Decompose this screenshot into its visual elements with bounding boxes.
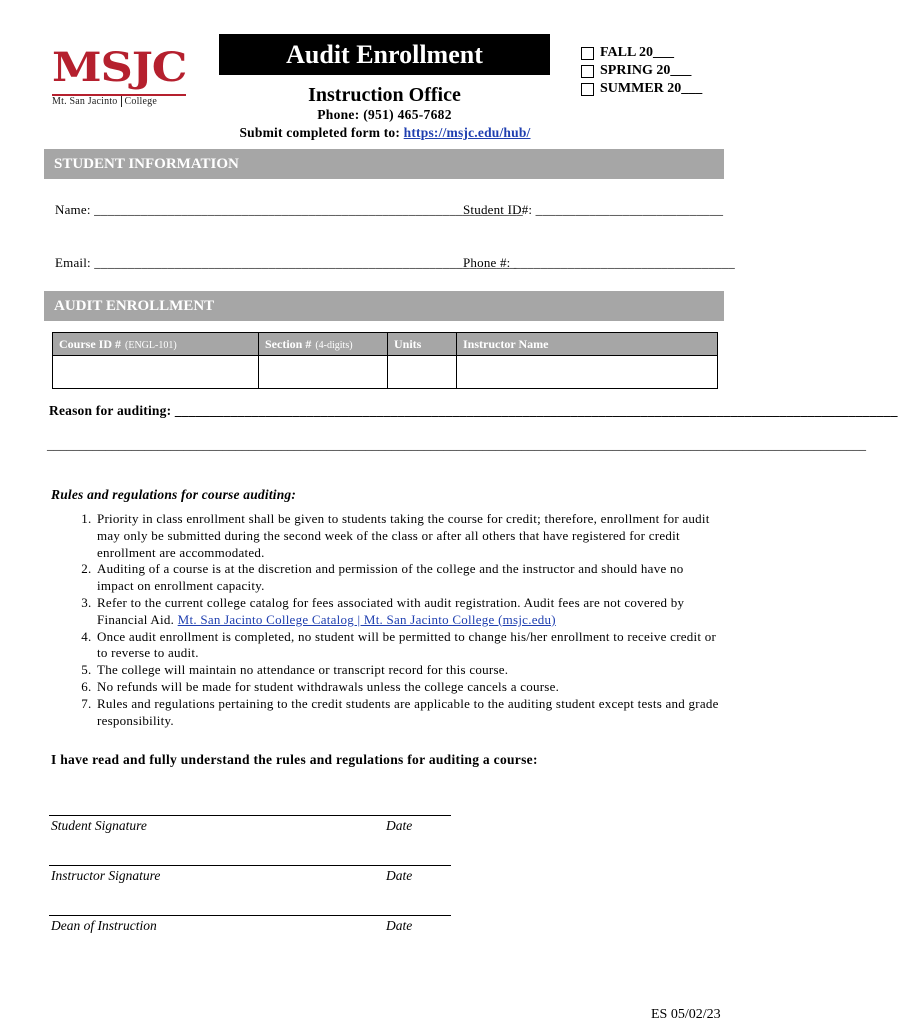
logo-subtitle xyxy=(52,96,157,107)
rule-item: 7. Rules and regulations pertaining to the credit students are applicable to the auditing student except tests and grade responsibility. xyxy=(95,696,723,730)
course-table xyxy=(52,332,718,389)
acknowledgment: I have read and fully understand the rules and regulations for auditing a course: xyxy=(51,752,538,767)
office-phone: Phone: (951) 465-7682 xyxy=(317,107,452,122)
rule-item: 4. Once audit enrollment is completed, no student will be permitted to change his/her enrollment to receive credit or to reverse to audit. xyxy=(95,629,723,663)
logo-subtitle-left: Mt. San Jacinto xyxy=(52,96,118,107)
catalog-link[interactable]: Mt. San Jacinto College Catalog | Mt. San Jacinto College (msjc.edu) xyxy=(177,611,556,627)
fall-checkbox[interactable] xyxy=(581,47,594,60)
rule-item xyxy=(95,595,723,629)
form-version: ES 05/02/23 xyxy=(651,1007,721,1022)
rule-item: 6. No refunds will be made for student withdrawals unless the college cancels a course. xyxy=(95,679,723,696)
dean-signature-line[interactable] xyxy=(49,915,451,916)
email-field[interactable]: Email: _______________________________________________________________ xyxy=(55,255,517,270)
col-course-id-hint: (ENGL-101) xyxy=(125,339,177,351)
units-cell[interactable] xyxy=(388,356,457,389)
phone-field[interactable]: Phone #: _________________________________ xyxy=(463,255,736,270)
spring-checkbox[interactable] xyxy=(581,65,594,78)
instructor-signature-label: Instructor Signature xyxy=(51,868,161,883)
rule-item: 1. Priority in class enrollment shall be given to students taking the course for credit; therefore, enrollment for audit may only be submitted during the second week of the class or after all others that have registered for credit enrollment are accommodated. xyxy=(95,511,723,561)
rules-list xyxy=(52,511,723,729)
course-id-cell[interactable] xyxy=(53,356,259,389)
logo-subtitle-right: College xyxy=(124,96,158,107)
dean-signature-label: Dean of Instruction xyxy=(51,918,157,933)
term-options xyxy=(581,44,702,98)
table-row xyxy=(53,356,718,389)
msjc-logo xyxy=(52,46,186,108)
audit-enrollment-header: AUDIT ENROLLMENT xyxy=(44,291,724,321)
term-spring[interactable] xyxy=(581,62,702,80)
rule-item: 5. The college will maintain no attendance or transcript record for this course. xyxy=(95,662,723,679)
col-section-label: Section # xyxy=(265,336,312,351)
col-section-hint: (4-digits) xyxy=(315,339,353,351)
student-info-header: STUDENT INFORMATION xyxy=(44,149,724,179)
col-course-id-label: Course ID # xyxy=(59,336,121,351)
name-field[interactable]: Name: ________________________________________________________________ xyxy=(55,202,523,217)
form-title: Audit Enrollment xyxy=(219,34,550,75)
dean-date-label: Date xyxy=(386,918,413,933)
instructor-cell[interactable] xyxy=(457,356,718,389)
summer-checkbox[interactable] xyxy=(581,83,594,96)
submit-link[interactable]: https://msjc.edu/hub/ xyxy=(403,125,531,140)
term-spring-label: SPRING 20___ xyxy=(600,63,692,78)
col-units: Units xyxy=(388,333,457,356)
term-summer-label: SUMMER 20___ xyxy=(600,81,703,96)
office-name: Instruction Office xyxy=(308,84,461,106)
student-date-label: Date xyxy=(386,818,413,833)
col-section xyxy=(259,333,388,356)
instructor-signature-line[interactable] xyxy=(49,865,451,866)
student-signature-line[interactable] xyxy=(49,815,451,816)
student-id-field[interactable]: Student ID#: ____________________________ xyxy=(463,202,724,217)
term-summer[interactable] xyxy=(581,80,702,98)
rule-3-text: Refer to the current college catalog for fees associated with audit registration. Audit fees are not covered by Financial Aid. xyxy=(97,594,685,627)
reason-line-2[interactable]: ______________________________________________________________________________________________________________________________ xyxy=(47,437,866,452)
submit-line xyxy=(150,125,620,141)
col-course-id xyxy=(53,333,259,356)
submit-prefix: Submit completed form to: xyxy=(239,125,404,140)
logo-wordmark: MSJC xyxy=(52,44,187,91)
term-fall-label: FALL 20___ xyxy=(600,45,675,60)
student-signature-label: Student Signature xyxy=(51,818,147,833)
instructor-date-label: Date xyxy=(386,868,413,883)
rules-title: Rules and regulations for course auditing: xyxy=(51,487,297,502)
section-cell[interactable] xyxy=(259,356,388,389)
reason-field[interactable]: Reason for auditing: ________________________________________________________________________________________________________ xyxy=(49,403,898,418)
col-instructor: Instructor Name xyxy=(457,333,718,356)
term-fall[interactable] xyxy=(581,44,702,62)
rule-item: 2. Auditing of a course is at the discretion and permission of the college and the instructor and should have no impact on enrollment capacity. xyxy=(95,561,723,595)
